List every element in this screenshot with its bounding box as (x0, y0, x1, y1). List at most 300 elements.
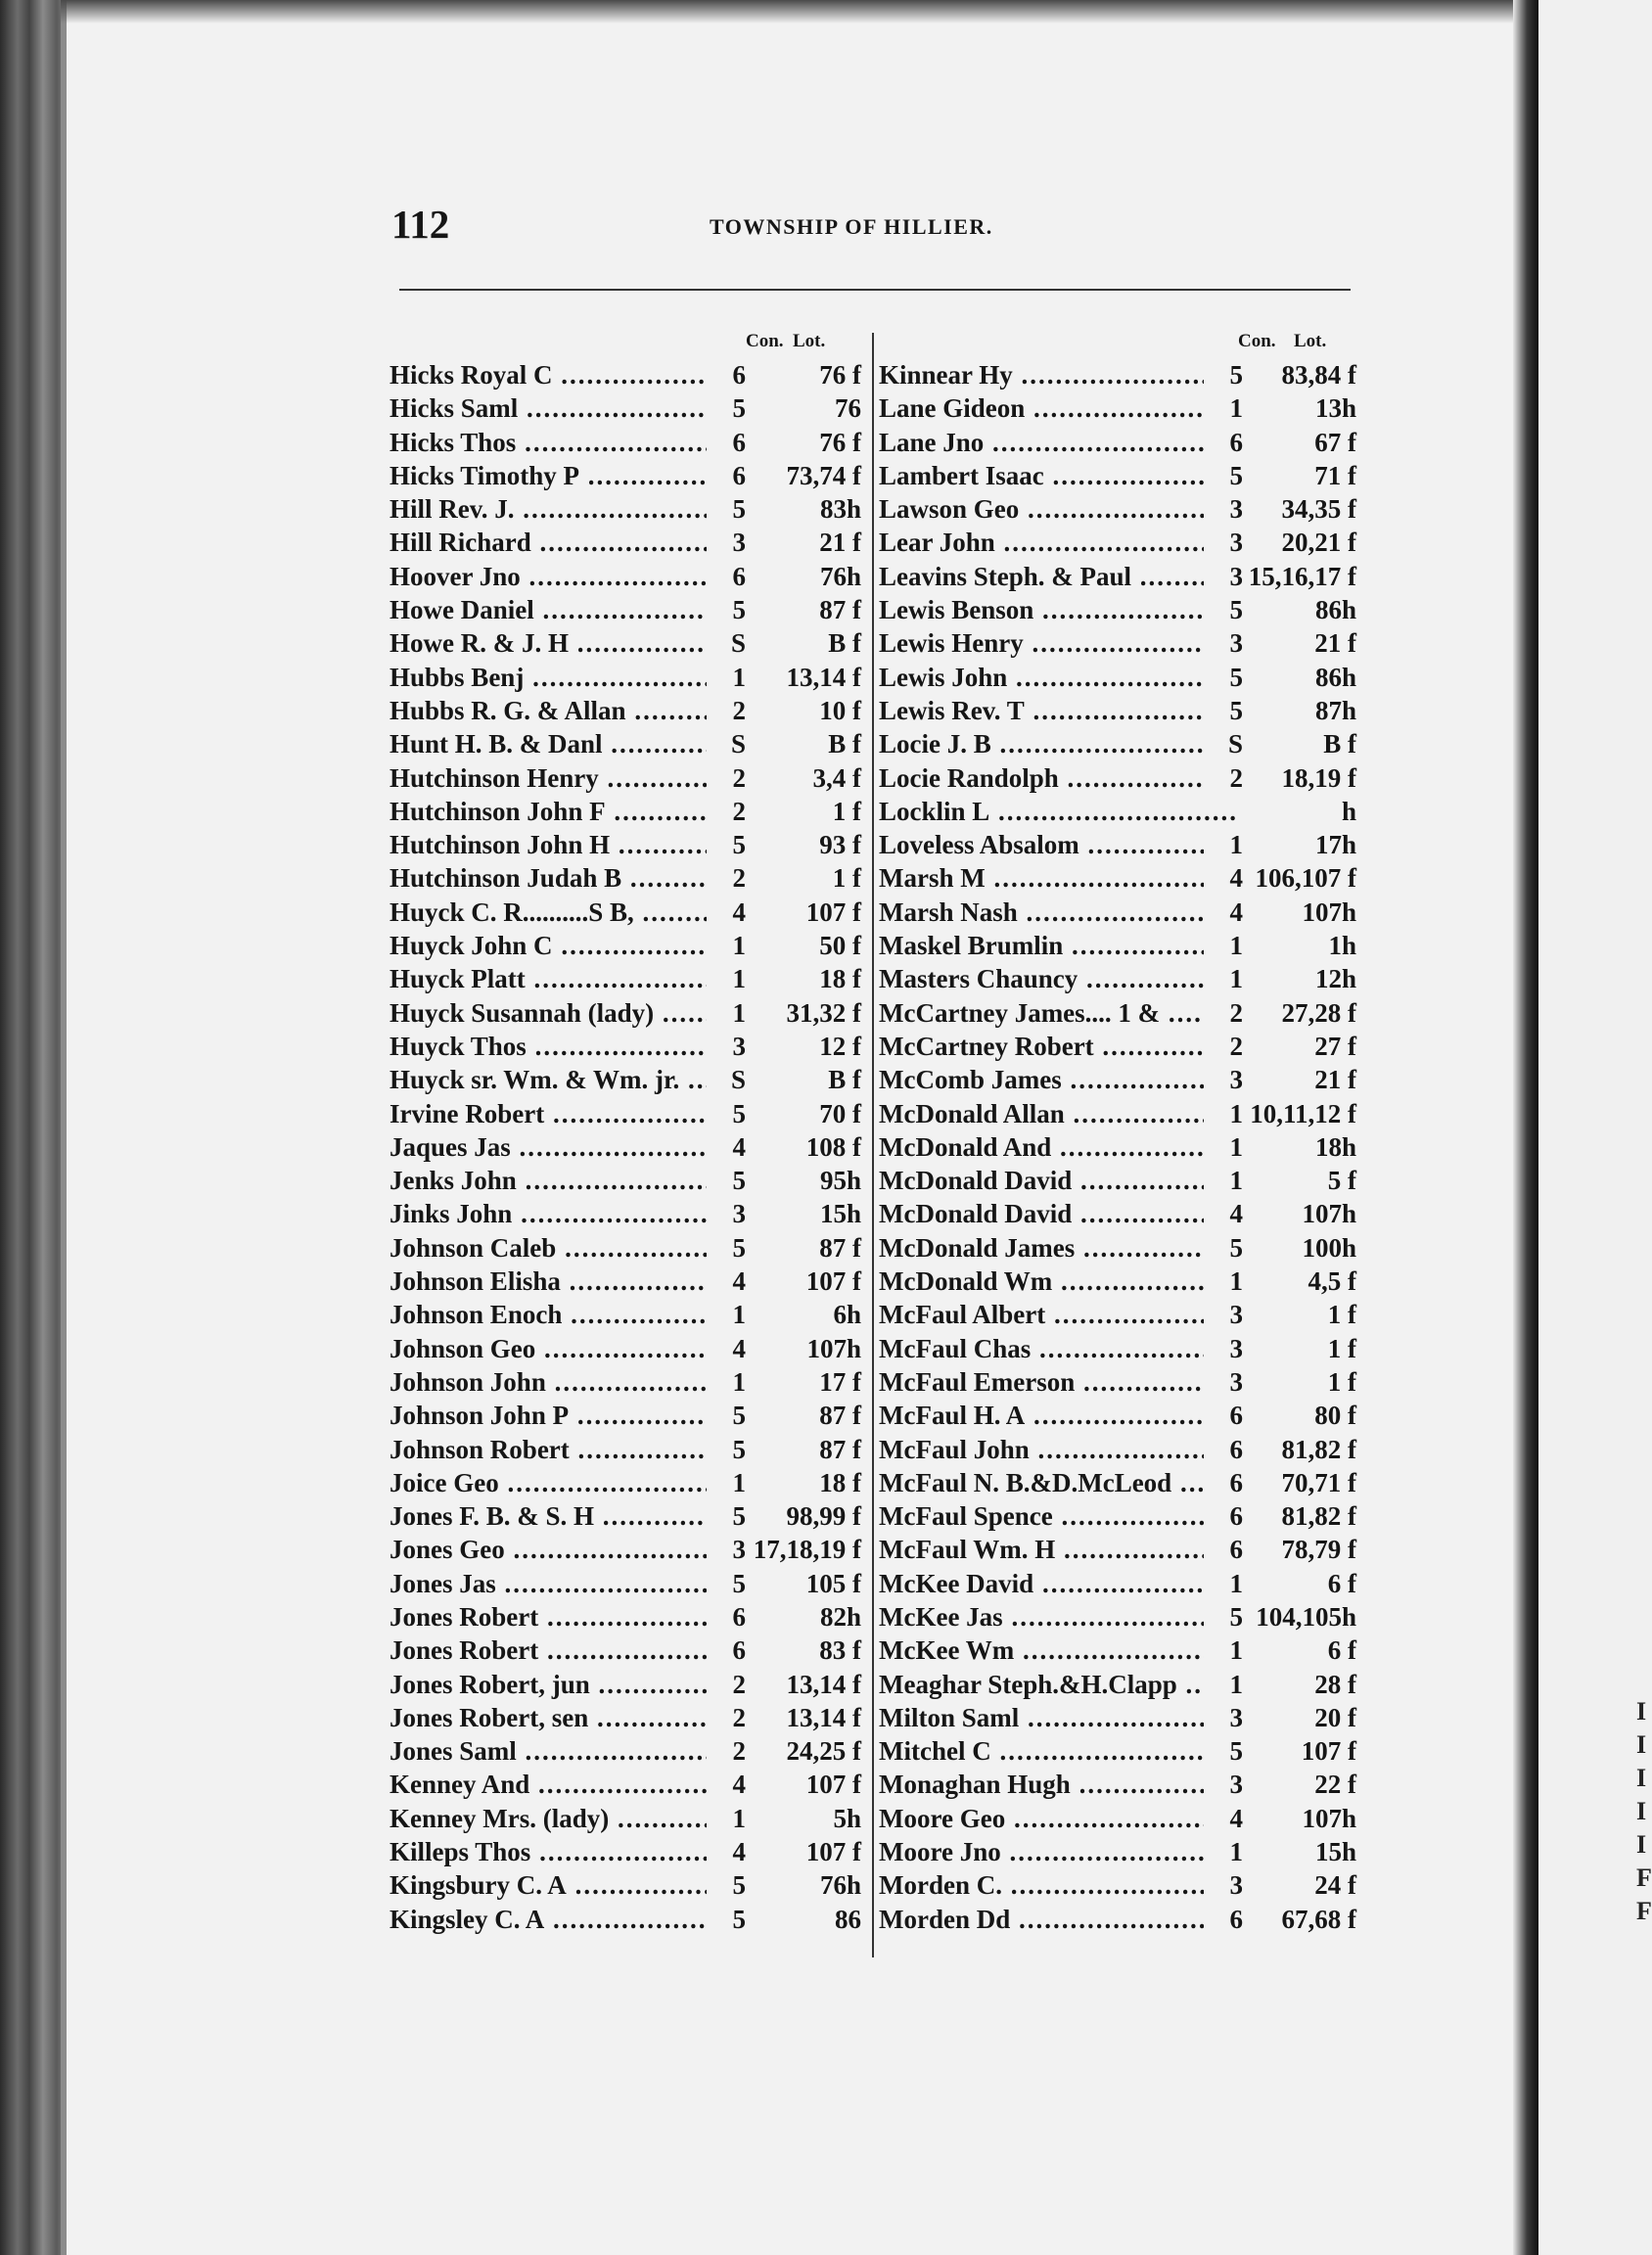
entry-lot: 18 f (819, 1467, 861, 1497)
entry-concession: 4 (707, 896, 746, 929)
entry-concession: 6 (1204, 1903, 1243, 1936)
entry-concession: 6 (1204, 1499, 1243, 1533)
entry-name: Johnson Caleb ..... (390, 1231, 744, 1265)
lot-header: Lot. (793, 331, 826, 351)
entry-lot: 5 f (1327, 1166, 1356, 1196)
entry-concession: 1 (1204, 962, 1243, 995)
entry-name: Meaghar Steph.&H.Clapp ..... (879, 1668, 1239, 1701)
directory-entry (390, 1433, 861, 1466)
entry-name: Jones Geo ..... (390, 1533, 744, 1566)
entry-name: Huyck Susannah (lady) ..... (390, 996, 744, 1030)
directory-entry (390, 1097, 861, 1130)
lot-header: Lot. (1294, 331, 1327, 351)
entry-concession: 5 (707, 828, 746, 861)
entry-concession: 1 (707, 661, 746, 694)
entry-lot: 12 f (819, 1031, 861, 1061)
entry-lot: 24 f (1314, 1870, 1356, 1901)
directory-entry (390, 996, 861, 1030)
directory-entry (879, 1433, 1356, 1466)
directory-entry (879, 727, 1356, 760)
entry-name: Masters Chauncy ..... (879, 962, 1239, 995)
entry-name: Hubbs Benj ..... (390, 661, 744, 694)
directory-entry (390, 1734, 861, 1768)
entry-concession: 1 (707, 1802, 746, 1835)
directory-entry (390, 1399, 861, 1432)
entry-concession: 3 (1204, 1298, 1243, 1331)
entry-lot: 107h (1302, 1199, 1356, 1229)
directory-entry (879, 1197, 1356, 1230)
entry-name: Morden Dd ..... (879, 1903, 1239, 1936)
entry-concession: 5 (1204, 1734, 1243, 1768)
directory-entry (390, 761, 861, 795)
entry-name: McComb James ..... (879, 1063, 1239, 1096)
entry-lot: 107 f (805, 1770, 861, 1800)
entry-lot: 17,18,19 f (753, 1535, 861, 1565)
entry-concession: 6 (1204, 1466, 1243, 1499)
entry-lot: 107 f (1301, 1736, 1356, 1767)
directory-entry (390, 1298, 861, 1331)
entry-concession: 4 (707, 1332, 746, 1365)
entry-concession: 3 (1204, 1332, 1243, 1365)
entry-lot: 22 f (1314, 1770, 1356, 1800)
directory-entry (390, 526, 861, 559)
directory-entry (879, 526, 1356, 559)
entry-name: Lane Gideon ..... (879, 391, 1239, 425)
entry-lot: 15h (819, 1199, 861, 1229)
entry-lot: 70 f (819, 1098, 861, 1128)
directory-entry (879, 1668, 1356, 1701)
entry-concession: 1 (1204, 929, 1243, 962)
entry-concession: 4 (1204, 861, 1243, 895)
entry-name: Jones F. B. & S. H ..... (390, 1499, 744, 1533)
entry-lot: 76 f (819, 360, 861, 390)
directory-entry (879, 795, 1356, 828)
entry-name: McDonald James ..... (879, 1231, 1239, 1265)
directory-entry (390, 593, 861, 626)
directory-entry (390, 962, 861, 995)
entry-name: Killeps Thos ..... (390, 1835, 744, 1868)
entry-name: Loveless Absalom ..... (879, 828, 1239, 861)
directory-entry (390, 426, 861, 459)
entry-name: Huyck John C ..... (390, 929, 744, 962)
entry-lot: 17h (1314, 830, 1356, 860)
entry-name: Hutchinson John H ..... (390, 828, 744, 861)
entry-lot: 27 f (1314, 1031, 1356, 1061)
entry-name: Lewis Benson ..... (879, 593, 1239, 626)
entry-concession: 3 (707, 1197, 746, 1230)
entry-concession: 2 (707, 861, 746, 895)
entry-concession: 1 (707, 962, 746, 995)
directory-entry (879, 861, 1356, 895)
directory-entry (879, 1701, 1356, 1734)
entry-lot: 10 f (819, 695, 861, 725)
entry-name: Johnson Robert ..... (390, 1433, 744, 1466)
entry-name: McFaul Emerson ..... (879, 1365, 1239, 1399)
entry-name: Marsh Nash ..... (879, 896, 1239, 929)
entry-concession: 5 (707, 1164, 746, 1197)
entry-concession: 2 (707, 1668, 746, 1701)
right-column-header (879, 329, 1356, 358)
entry-concession: 1 (1204, 1097, 1243, 1130)
directory-entry (879, 626, 1356, 660)
entry-name: Howe Daniel ..... (390, 593, 744, 626)
entry-concession: 3 (1204, 1701, 1243, 1734)
directory-entry (879, 1634, 1356, 1667)
directory-entry (390, 1600, 861, 1634)
entry-lot: 87 f (819, 1401, 861, 1431)
directory-entry (879, 1097, 1356, 1130)
directory-entry (390, 492, 861, 526)
entry-lot: 21 f (1314, 628, 1356, 659)
entry-name: Marsh M ..... (879, 861, 1239, 895)
entry-name: Jones Robert, sen ..... (390, 1701, 744, 1734)
entry-lot: 4,5 f (1308, 1266, 1356, 1297)
top-shadow (61, 0, 1538, 23)
entry-name: Hicks Royal C ..... (390, 358, 744, 391)
directory-entry (879, 593, 1356, 626)
entry-name: Kingsley C. A ..... (390, 1903, 744, 1936)
directory-entry (879, 1164, 1356, 1197)
directory-entry (390, 727, 861, 760)
entry-concession: 5 (707, 391, 746, 425)
entry-concession: 5 (707, 1433, 746, 1466)
entry-concession: S (707, 1063, 746, 1096)
entry-concession: 5 (707, 1097, 746, 1130)
directory-entry (390, 1701, 861, 1734)
entry-lot: 76 f (819, 427, 861, 457)
con-header: Con. (746, 331, 784, 351)
entry-name: Hill Richard ..... (390, 526, 744, 559)
entry-concession: 2 (1204, 761, 1243, 795)
entry-name: Lane Jno ..... (879, 426, 1239, 459)
entry-name: Irvine Robert ..... (390, 1097, 744, 1130)
entry-name: Joice Geo ..... (390, 1466, 744, 1499)
entry-lot: 13,14 f (786, 1702, 861, 1732)
entry-name: Jones Robert ..... (390, 1634, 744, 1667)
entry-lot: 76 (835, 393, 861, 424)
directory-entry (390, 459, 861, 492)
entry-name: McKee David ..... (879, 1567, 1239, 1600)
entry-name: Moore Geo ..... (879, 1802, 1239, 1835)
entry-concession: 5 (1204, 661, 1243, 694)
entry-concession: 2 (707, 1734, 746, 1768)
directory-entry (879, 996, 1356, 1030)
directory-entry (879, 1399, 1356, 1432)
entry-lot: 6h (833, 1300, 861, 1330)
directory-entry (879, 1903, 1356, 1936)
directory-entry (879, 1466, 1356, 1499)
entry-concession: 5 (1204, 593, 1243, 626)
directory-entry (879, 1567, 1356, 1600)
entry-concession: 1 (707, 996, 746, 1030)
entry-lot: 108 f (805, 1131, 861, 1162)
page-number: 112 (391, 202, 450, 247)
entry-lot: 18h (1314, 1131, 1356, 1162)
entry-lot: B f (828, 1065, 861, 1095)
entry-lot: 106,107 f (1255, 863, 1356, 894)
directory-entry (390, 1768, 861, 1801)
directory-entry (390, 1197, 861, 1230)
entry-name: Jones Jas ..... (390, 1567, 744, 1600)
directory-entry (879, 492, 1356, 526)
entry-concession: 1 (1204, 1164, 1243, 1197)
entry-concession: 1 (1204, 1668, 1243, 1701)
entry-lot: B f (828, 729, 861, 759)
entry-concession: 3 (1204, 1063, 1243, 1096)
entry-concession: 1 (1204, 1265, 1243, 1298)
entry-concession: 3 (1204, 626, 1243, 660)
entry-lot: 1 f (1327, 1333, 1356, 1363)
entry-name: Lawson Geo ..... (879, 492, 1239, 526)
entry-concession: 5 (707, 1399, 746, 1432)
directory-entry (879, 1835, 1356, 1868)
directory-entry (390, 1835, 861, 1868)
entry-name: Jones Saml ..... (390, 1734, 744, 1768)
entry-name: Johnson Geo ..... (390, 1332, 744, 1365)
entry-concession: 5 (707, 1499, 746, 1533)
entry-lot: 83,84 f (1281, 360, 1356, 390)
entry-name: Hoover Jno ..... (390, 560, 744, 593)
directory-entry (390, 1903, 861, 1936)
directory-entry (390, 391, 861, 425)
entry-concession: 4 (707, 1835, 746, 1868)
entry-lot: 70,71 f (1281, 1467, 1356, 1497)
entry-name: McDonald And ..... (879, 1130, 1239, 1164)
entry-name: Hutchinson Judah B ..... (390, 861, 744, 895)
entry-concession: 5 (707, 1567, 746, 1600)
entry-lot: 76h (819, 1870, 861, 1901)
entry-concession: S (1204, 727, 1243, 760)
entry-lot: 1 f (832, 863, 861, 894)
entry-name: Lambert Isaac ..... (879, 459, 1239, 492)
entry-concession: 5 (1204, 1231, 1243, 1265)
left-column (390, 329, 861, 1936)
entry-name: Lewis Henry ..... (879, 626, 1239, 660)
directory-entry (390, 1164, 861, 1197)
entry-concession: 1 (1204, 1130, 1243, 1164)
directory-entry (390, 828, 861, 861)
directory-entry (390, 1499, 861, 1533)
entry-lot: 86h (1314, 595, 1356, 625)
directory-entry (390, 861, 861, 895)
directory-entry (879, 459, 1356, 492)
entry-name: Jinks John ..... (390, 1197, 744, 1230)
entry-lot: 13,14 f (786, 662, 861, 692)
entry-lot: 18,19 f (1281, 762, 1356, 793)
entry-lot: 107 f (805, 897, 861, 927)
entry-name: McKee Wm ..... (879, 1634, 1239, 1667)
entry-name: Maskel Brumlin ..... (879, 929, 1239, 962)
directory-entry (879, 358, 1356, 391)
entry-lot: 80 f (1314, 1401, 1356, 1431)
right-column (879, 329, 1356, 1936)
directory-entry (879, 1868, 1356, 1902)
entry-name: Johnson Enoch ..... (390, 1298, 744, 1331)
directory-entry (879, 1768, 1356, 1801)
page-gutter (1513, 0, 1538, 2255)
entry-lot: 1h (1328, 931, 1356, 961)
entry-concession: 6 (1204, 1433, 1243, 1466)
entry-name: Kenney Mrs. (lady) ..... (390, 1802, 744, 1835)
entry-lot: 98,99 f (786, 1501, 861, 1532)
header-rule (399, 289, 1351, 291)
entry-concession: 6 (1204, 1533, 1243, 1566)
entry-lot: 50 f (819, 931, 861, 961)
entry-concession: 4 (1204, 1802, 1243, 1835)
entry-concession: 5 (1204, 1600, 1243, 1634)
entry-lot: 28 f (1314, 1669, 1356, 1699)
entry-concession: 5 (1204, 694, 1243, 727)
entry-name: Hutchinson Henry ..... (390, 761, 744, 795)
entry-lot: 107 f (805, 1266, 861, 1297)
entry-name: Johnson John P ..... (390, 1399, 744, 1432)
con-header: Con. (1238, 331, 1276, 351)
entry-lot: h (1341, 796, 1356, 826)
entry-concession: 3 (1204, 1868, 1243, 1902)
entry-lot: 3,4 f (812, 762, 861, 793)
directory-entry (879, 1130, 1356, 1164)
entry-name: McCartney Robert ..... (879, 1030, 1239, 1063)
entry-lot: 95h (819, 1166, 861, 1196)
directory-entry (390, 694, 861, 727)
entry-concession: 5 (707, 1231, 746, 1265)
entry-name: Locklin L ..... (879, 795, 1239, 828)
entry-lot: 31,32 f (786, 997, 861, 1028)
entry-concession: 1 (1204, 1835, 1243, 1868)
entry-concession: 1 (707, 929, 746, 962)
entry-name: Howe R. & J. H ..... (390, 626, 744, 660)
directory-entry (879, 929, 1356, 962)
directory-entry (879, 1499, 1356, 1533)
entry-lot: 87 f (819, 1232, 861, 1263)
entry-lot: 13h (1314, 393, 1356, 424)
entry-concession: 3 (1204, 1365, 1243, 1399)
entry-lot: 1 f (832, 796, 861, 826)
entry-concession: 1 (1204, 828, 1243, 861)
directory-entry (390, 1668, 861, 1701)
directory-entry (879, 1365, 1356, 1399)
entry-lot: 1 f (1327, 1366, 1356, 1397)
entry-lot: 67,68 f (1281, 1904, 1356, 1934)
entry-name: Kingsbury C. A ..... (390, 1868, 744, 1902)
entry-name: Mitchel C ..... (879, 1734, 1239, 1768)
entry-lot: 87 f (819, 1434, 861, 1464)
directory-entry (390, 661, 861, 694)
directory-entry (879, 1063, 1356, 1096)
entry-lot: 6 f (1327, 1635, 1356, 1666)
entry-lot: 17 f (819, 1366, 861, 1397)
entry-name: McCartney James.... 1 & ..... (879, 996, 1239, 1030)
entry-name: Lear John ..... (879, 526, 1239, 559)
entry-lot: 20 f (1314, 1702, 1356, 1732)
entry-concession: 2 (707, 761, 746, 795)
directory-entry (879, 1802, 1356, 1835)
directory-entry (879, 1332, 1356, 1365)
entry-concession: 5 (1204, 358, 1243, 391)
entry-concession: 5 (707, 1868, 746, 1902)
directory-entry (390, 560, 861, 593)
entry-lot: 15,16,17 f (1248, 561, 1356, 591)
entry-concession: 1 (1204, 391, 1243, 425)
entry-concession: 2 (707, 694, 746, 727)
entry-concession: 3 (1204, 492, 1243, 526)
entry-concession: 3 (1204, 1768, 1243, 1801)
entry-lot: 20,21 f (1281, 528, 1356, 558)
directory-entry (390, 1802, 861, 1835)
entry-concession: 1 (707, 1466, 746, 1499)
entry-name: Huyck sr. Wm. & Wm. jr. ..... (390, 1063, 744, 1096)
entry-name: Moore Jno ..... (879, 1835, 1239, 1868)
directory-entry (879, 828, 1356, 861)
entry-name: Monaghan Hugh ..... (879, 1768, 1239, 1801)
entry-name: McFaul N. B.&D.McLeod ..... (879, 1466, 1239, 1499)
entry-name: Locie Randolph ..... (879, 761, 1239, 795)
entry-concession: 4 (707, 1768, 746, 1801)
directory-entry (390, 1332, 861, 1365)
directory-entry (879, 560, 1356, 593)
entry-name: Hunt H. B. & Danl ..... (390, 727, 744, 760)
entry-lot: 73,74 f (786, 460, 861, 490)
entry-concession: 6 (707, 358, 746, 391)
entry-concession: S (707, 727, 746, 760)
entry-name: Hubbs R. G. & Allan ..... (390, 694, 744, 727)
entry-name: McFaul Wm. H ..... (879, 1533, 1239, 1566)
entry-concession: 6 (707, 1634, 746, 1667)
entry-lot: 100h (1302, 1232, 1356, 1263)
entry-lot: 107h (1302, 897, 1356, 927)
entry-name: Huyck C. R..........S B, ..... (390, 896, 744, 929)
directory-entry (390, 1634, 861, 1667)
entry-concession: 3 (707, 1030, 746, 1063)
directory-entry (879, 1734, 1356, 1768)
entry-name: Hutchinson John F ..... (390, 795, 744, 828)
entry-name: Johnson John ..... (390, 1365, 744, 1399)
directory-entry (390, 1063, 861, 1096)
directory-entry (879, 761, 1356, 795)
entry-lot: 83 f (819, 1635, 861, 1666)
directory-entry (390, 795, 861, 828)
entry-concession: 5 (1204, 459, 1243, 492)
entry-name: McDonald David ..... (879, 1197, 1239, 1230)
directory-entry (390, 1567, 861, 1600)
entry-name: Johnson Elisha ..... (390, 1265, 744, 1298)
directory-entry (879, 1030, 1356, 1063)
entry-concession: 2 (707, 1701, 746, 1734)
entry-concession: 6 (707, 426, 746, 459)
entry-name: McFaul John ..... (879, 1433, 1239, 1466)
entry-concession: 1 (1204, 1634, 1243, 1667)
entry-concession: S (707, 626, 746, 660)
entry-concession: 5 (707, 1903, 746, 1936)
facing-page-letters: I I I I I F F (1636, 1697, 1652, 1925)
directory-entry (879, 896, 1356, 929)
entry-lot: 107h (1302, 1803, 1356, 1833)
entry-name: Huyck Thos ..... (390, 1030, 744, 1063)
entry-name: Morden C. ..... (879, 1868, 1239, 1902)
directory-entry (879, 1533, 1356, 1566)
entry-name: McFaul Albert ..... (879, 1298, 1239, 1331)
entry-lot: 105 f (805, 1568, 861, 1598)
entry-concession: 3 (1204, 560, 1243, 593)
entry-lot: 78,79 f (1281, 1535, 1356, 1565)
entry-lot: 21 f (1314, 1065, 1356, 1095)
entry-lot: 67 f (1314, 427, 1356, 457)
directory-entry (390, 358, 861, 391)
entry-name: McDonald Wm ..... (879, 1265, 1239, 1298)
page-header (391, 201, 1351, 250)
entry-concession: 6 (707, 560, 746, 593)
entry-concession: 5 (707, 593, 746, 626)
